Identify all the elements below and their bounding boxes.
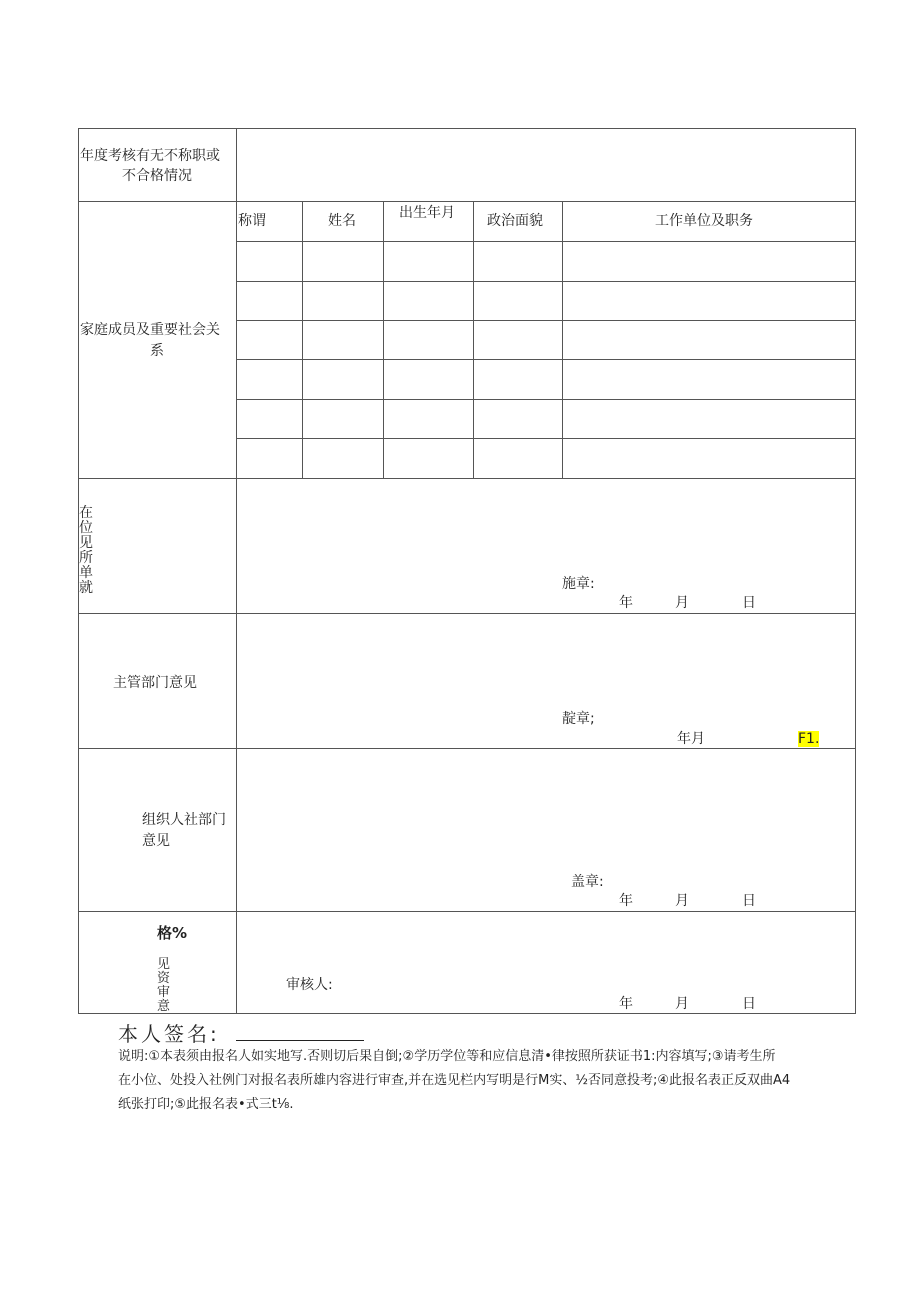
family-row-divider <box>236 320 856 321</box>
family-header-name: 姓名 <box>328 213 356 229</box>
notes-line: 在小位、处投入社例门对报名表所雄内容进行审查,并在选见栏内写明是行M实、½否同意投考;④此报名表正反双曲A4 <box>118 1073 791 1088</box>
family-label: 家庭成员及重要社会关 <box>80 322 220 338</box>
hr-seal-label: 盖章: <box>571 874 604 890</box>
row-divider <box>78 201 856 202</box>
notes-line: 纸张打印;⑤此报名表•式三t⅛. <box>118 1097 294 1112</box>
row-divider <box>78 748 856 749</box>
family-header-relation: 称谓 <box>238 213 266 229</box>
family-label-cont: 系 <box>150 343 164 359</box>
family-row-divider <box>236 281 856 282</box>
signature-label: 本人签名: <box>118 1022 220 1046</box>
family-row-divider <box>236 399 856 400</box>
dept-date-year-month: 年月 <box>677 731 705 747</box>
family-col-divider <box>302 201 303 478</box>
row-divider <box>78 478 856 479</box>
review-label-vertical: 见资审意 <box>157 957 171 1014</box>
reviewer-label: 审核人: <box>286 977 333 993</box>
review-label: 格% <box>157 924 188 942</box>
annual-review-label-cont: 不合格情况 <box>122 168 192 184</box>
family-col-divider <box>473 201 474 478</box>
unit-date-month: 月 <box>675 595 689 611</box>
row-divider <box>78 911 856 912</box>
dept-opinion-label: 主管部门意见 <box>113 675 197 691</box>
family-row-divider <box>236 241 856 242</box>
hr-date-year: 年 <box>619 893 633 909</box>
signature-field[interactable] <box>236 1040 364 1041</box>
family-header-political: 政治面貌 <box>487 213 543 229</box>
family-col-divider <box>562 201 563 478</box>
notes-line: 说明:①本表须由报名人如实地写.否则切后果自倒;②学历学位等和应信息清•律按照所获证书1:内容填写;③请考生所 <box>118 1049 776 1064</box>
annual-review-field[interactable] <box>240 132 852 198</box>
hr-opinion-label-cont: 意见 <box>142 833 170 849</box>
family-header-work: 工作单位及职务 <box>655 213 753 229</box>
hr-date-month: 月 <box>675 893 689 909</box>
hr-date-day: 日 <box>742 893 756 909</box>
column-divider <box>236 128 237 1014</box>
hr-opinion-label: 组织人社部门 <box>142 812 226 828</box>
unit-date-day: 日 <box>742 595 756 611</box>
row-divider <box>78 613 856 614</box>
review-date-month: 月 <box>675 996 689 1012</box>
review-date-day: 日 <box>742 996 756 1012</box>
annual-review-label: 年度考核有无不称职或 <box>80 148 220 164</box>
dept-seal-label: 靛章; <box>562 711 595 727</box>
highlighted-text: F1. <box>798 731 820 747</box>
review-date-year: 年 <box>619 996 633 1012</box>
unit-date-year: 年 <box>619 595 633 611</box>
registration-form-table <box>78 128 856 1014</box>
family-header-birth: 出生年月 <box>399 205 455 221</box>
unit-opinion-label: 在位见所单就 <box>79 505 93 596</box>
family-row-divider <box>236 359 856 360</box>
dept-date-day <box>798 729 819 749</box>
family-col-divider <box>383 201 384 478</box>
unit-seal-label: 施章: <box>562 576 595 592</box>
family-row-divider <box>236 438 856 439</box>
